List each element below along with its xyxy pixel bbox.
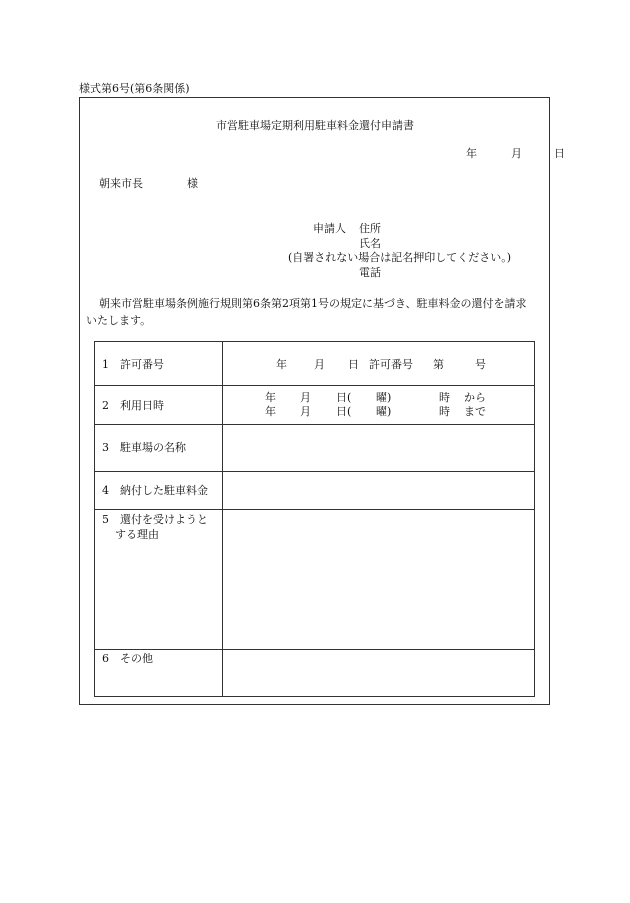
date-month: 月 xyxy=(511,147,522,160)
table-row-parking-name xyxy=(95,425,535,472)
row-label: 5 還付を受けようと xyxy=(102,513,208,526)
addressee: 朝来市長 xyxy=(99,177,143,190)
applicant-name-label: 氏名 xyxy=(359,237,381,250)
other-field[interactable] xyxy=(223,650,535,697)
table-row-usage-datetime xyxy=(95,386,535,425)
submission-date xyxy=(466,147,565,160)
refund-reason-field[interactable] xyxy=(223,510,535,650)
signature-note: (自署されない場合は記名押印してください。) xyxy=(288,251,512,264)
row-label: 4 納付した駐車料金 xyxy=(102,484,208,497)
table-row-other xyxy=(95,650,535,697)
body-text-line-2: いたします。 xyxy=(86,314,152,327)
form-number-label: 様式第6号(第6条関係) xyxy=(79,82,190,95)
row-label: 6 その他 xyxy=(102,652,153,665)
paid-fee-field[interactable] xyxy=(223,472,535,510)
row-label: 1 許可番号 xyxy=(102,358,164,371)
table-row-permit-number xyxy=(95,342,535,386)
permit-number-label: 許可番号 xyxy=(369,358,413,371)
row-label: 3 駐車場の名称 xyxy=(102,441,186,454)
table-row-refund-reason xyxy=(95,510,535,650)
date-year: 年 xyxy=(466,147,477,160)
row-label-cont: する理由 xyxy=(115,528,159,541)
usage-datetime-field[interactable]: 年 月 日( 曜) 時 から 年 月 日( 曜) 時 まで xyxy=(223,386,535,425)
applicant-phone-label: 電話 xyxy=(359,266,381,279)
date-day: 日 xyxy=(554,147,565,160)
applicant-label: 申請人 xyxy=(313,222,346,235)
parking-name-field[interactable] xyxy=(223,425,535,472)
body-text-line-1: 朝来市営駐車場条例施行規則第6条第2項第1号の規定に基づき、駐車料金の還付を請求 xyxy=(99,297,527,310)
row-label: 2 利用日時 xyxy=(102,399,164,412)
applicant-address-label: 住所 xyxy=(359,222,381,235)
permit-number-field[interactable]: 年 月 日 許可番号 第 号 xyxy=(223,342,535,386)
table-row-paid-fee xyxy=(95,472,535,510)
page-title: 市営駐車場定期利用駐車料金還付申請書 xyxy=(216,119,414,132)
addressee-honorific: 様 xyxy=(187,177,198,190)
application-table xyxy=(94,341,535,697)
